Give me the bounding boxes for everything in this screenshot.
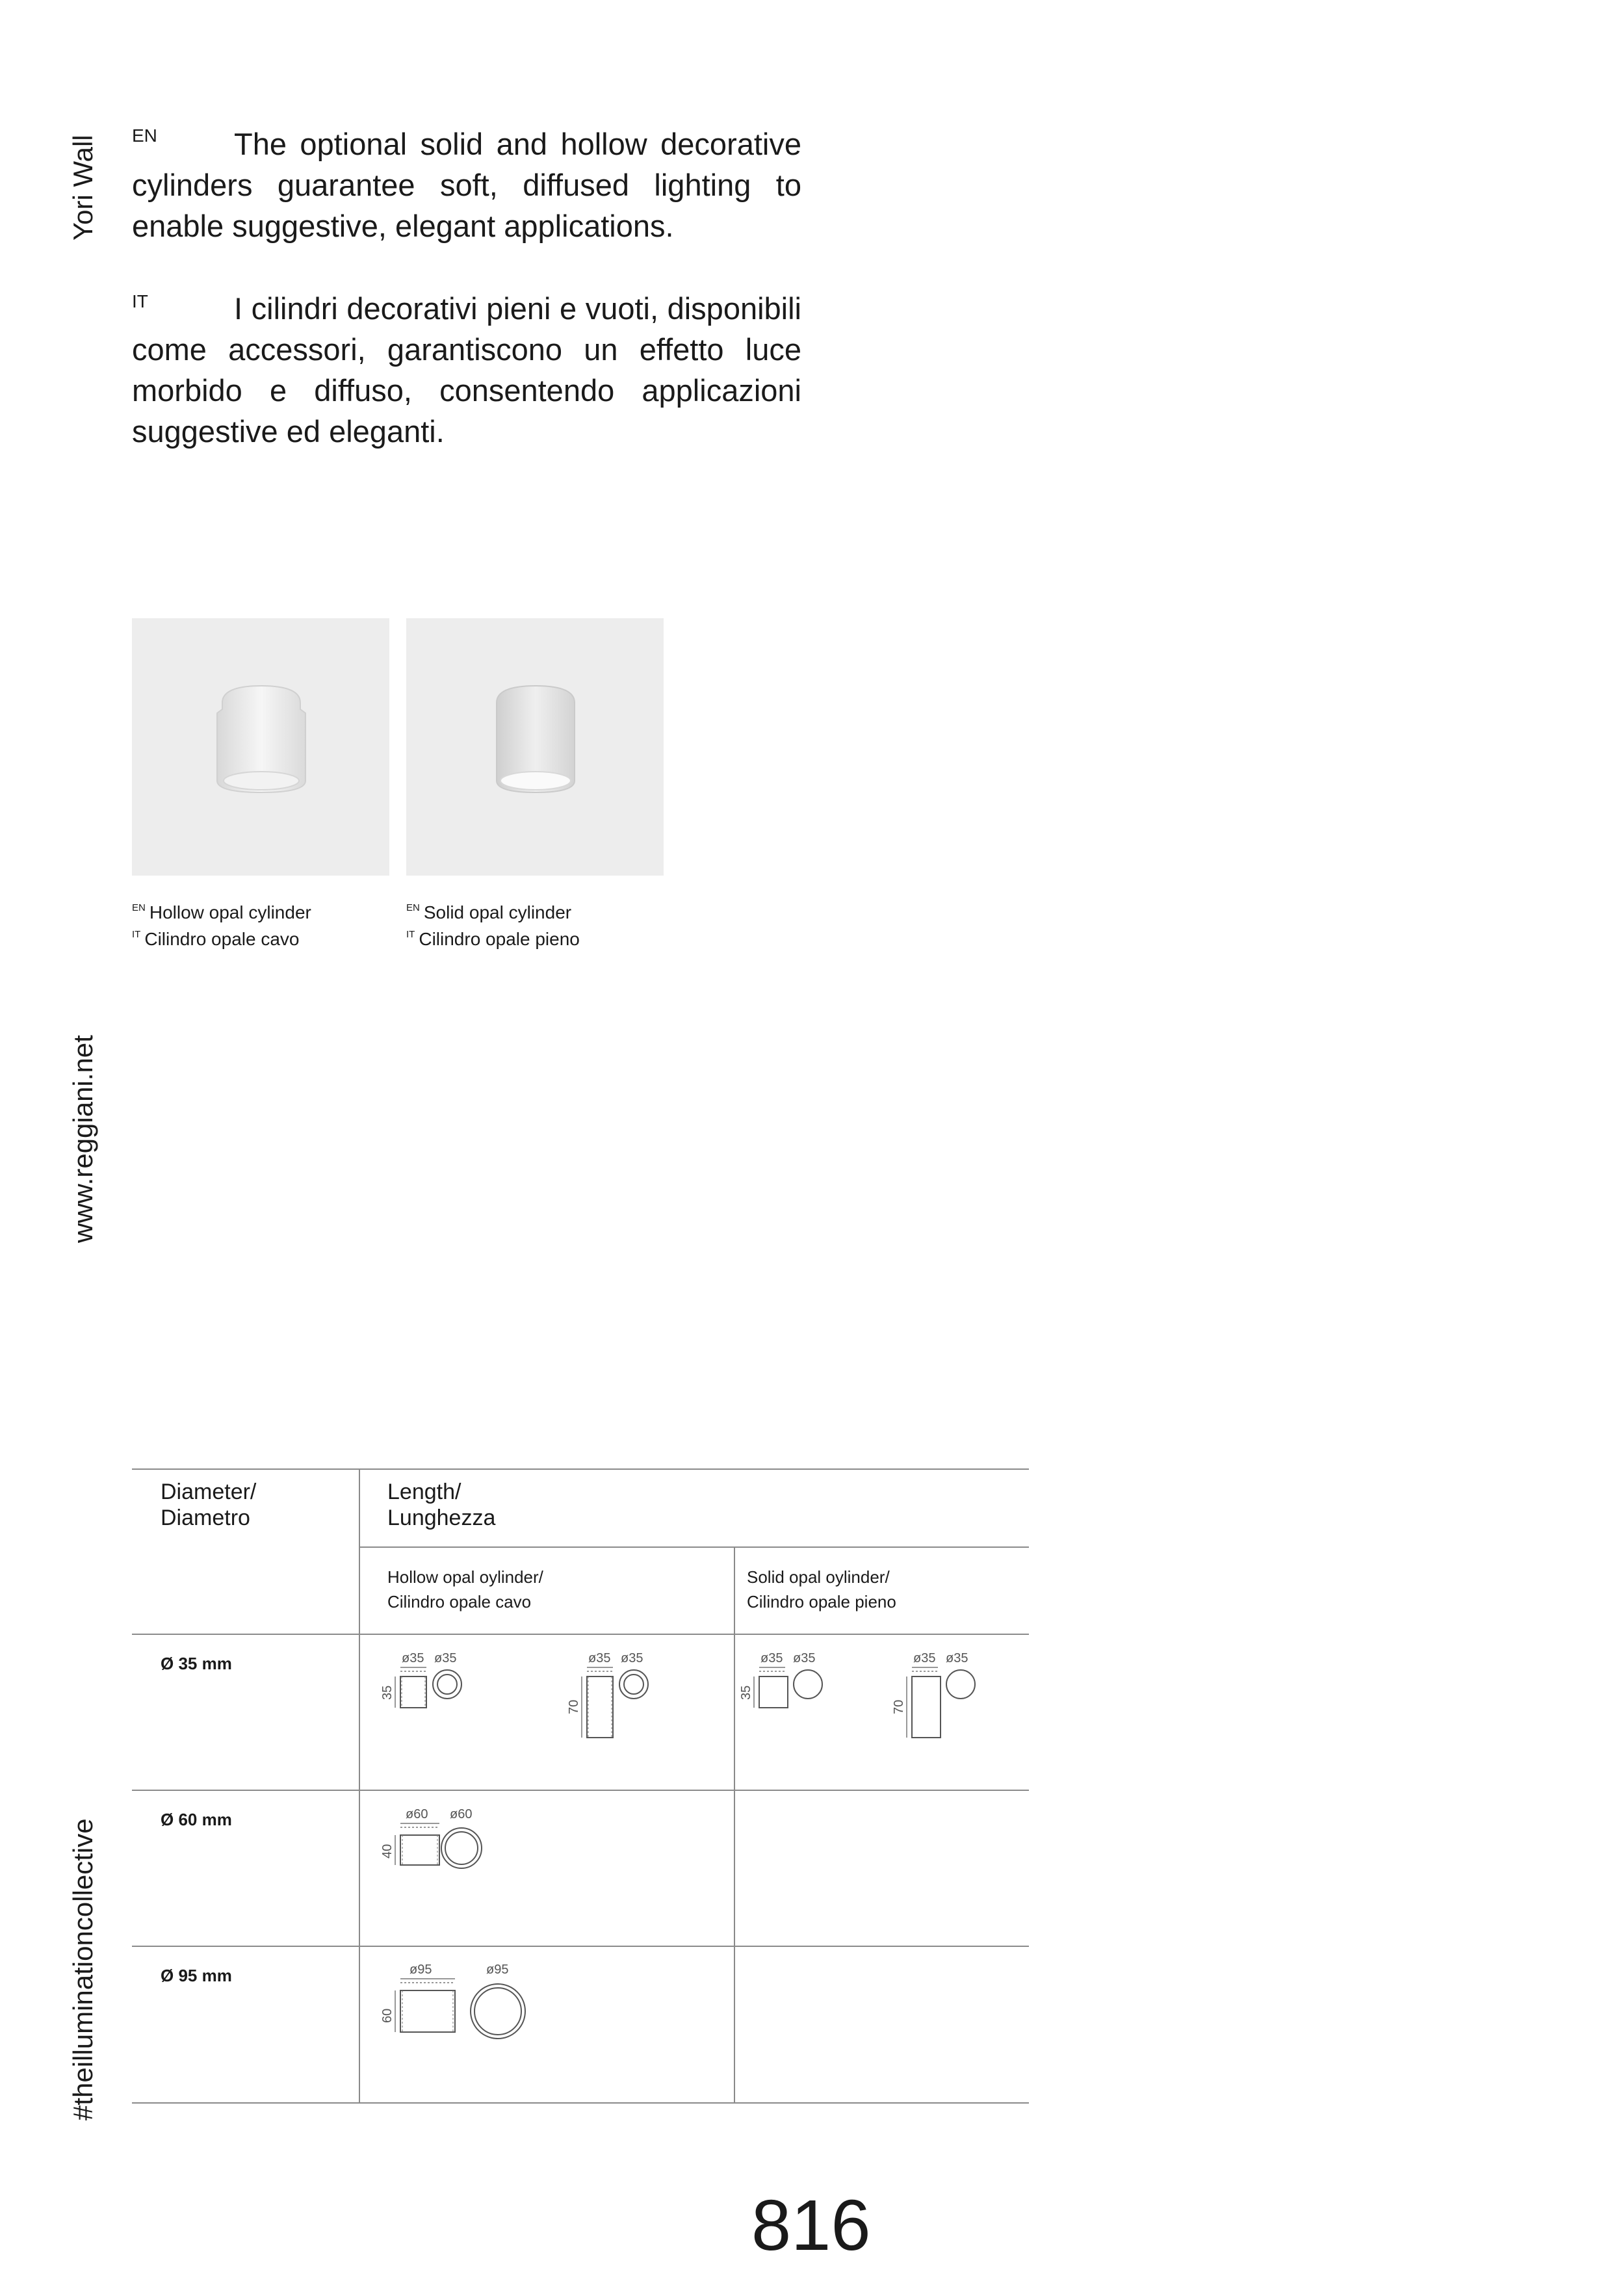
intro-it-paragraph: I cilindri decorativi pieni e vuoti, disponibili come accessori, garantiscono un effetto luce morbido e diffuso, consentendo applicazioni suggestive ed eleganti.	[132, 291, 801, 449]
drawing-hollow-35x35	[382, 1653, 512, 1731]
hollow-subheader: Hollow opal oylinder/ Cilindro opale cavo	[387, 1567, 543, 1611]
hollow-cylinder-caption: $^{EN}$ Hollow opal cylinder $^{IT}$ Cilindro opale cavo	[132, 902, 311, 949]
solid-cylinder-image	[491, 683, 580, 794]
hollow-cylinder-photo	[132, 618, 389, 876]
page-number: 816	[751, 2185, 871, 2265]
dimensions-table	[132, 1468, 1029, 2104]
en-language-tag: EN	[132, 125, 157, 146]
row-label-35: Ø 35 mm	[161, 1654, 232, 1673]
svg-text:ø35: ø35	[760, 1651, 783, 1665]
solid-subheader: Solid opal oylinder/ Cilindro opale pieno	[747, 1567, 896, 1611]
svg-text:70: 70	[892, 1699, 906, 1714]
svg-text:ø35: ø35	[793, 1651, 816, 1665]
it-language-tag: IT	[132, 291, 148, 311]
row-label-60: Ø 60 mm	[161, 1810, 232, 1829]
svg-text:40: 40	[380, 1844, 395, 1859]
drawing-solid-35x35	[741, 1653, 871, 1731]
svg-text:70: 70	[567, 1699, 581, 1714]
drawing-hollow-60x40	[382, 1809, 538, 1894]
svg-text:ø35: ø35	[946, 1651, 968, 1665]
svg-text:60: 60	[380, 2008, 395, 2023]
product-name-label: Yori Wall	[68, 135, 98, 241]
hashtag-label: #theilluminationcollective	[68, 1818, 98, 2120]
diameter-header: Diameter/ Diametro	[161, 1480, 257, 1530]
website-label: www.reggiani.net	[68, 1035, 98, 1243]
svg-text:ø35: ø35	[434, 1651, 457, 1665]
solid-cylinder-caption: $^{EN}$ Solid opal cylinder $^{IT}$ Cilindro opale pieno	[406, 902, 580, 949]
drawing-hollow-95x60	[382, 1964, 551, 2068]
svg-text:35: 35	[739, 1685, 753, 1700]
drawing-hollow-35x70	[569, 1653, 699, 1770]
row-label-95: Ø 95 mm	[161, 1966, 232, 1985]
svg-text:ø95: ø95	[409, 1963, 432, 1977]
length-header: Length/ Lunghezza	[387, 1480, 496, 1530]
svg-text:35: 35	[380, 1685, 395, 1700]
svg-text:ø60: ø60	[406, 1807, 428, 1821]
drawing-solid-35x70	[894, 1653, 1024, 1770]
svg-text:ø35: ø35	[402, 1651, 424, 1665]
svg-text:ø95: ø95	[486, 1963, 509, 1977]
svg-text:ø35: ø35	[588, 1651, 611, 1665]
svg-text:ø60: ø60	[450, 1807, 473, 1821]
svg-text:ø35: ø35	[621, 1651, 643, 1665]
intro-en-paragraph: The optional solid and hollow decorative cylinders guarantee soft, diffused lighting to enable suggestive, elegant applications.	[132, 127, 801, 243]
svg-text:ø35: ø35	[913, 1651, 936, 1665]
hollow-cylinder-image	[217, 683, 305, 794]
solid-cylinder-photo	[406, 618, 664, 876]
